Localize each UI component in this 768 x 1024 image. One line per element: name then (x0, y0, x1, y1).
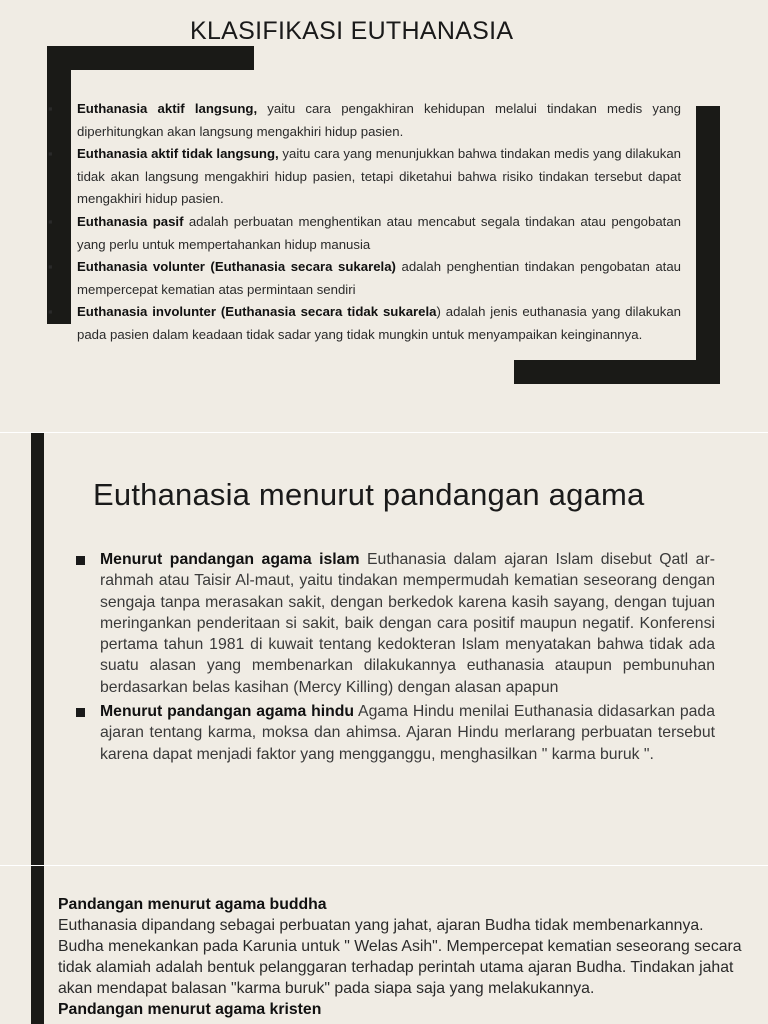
list-item (48, 301, 681, 346)
bullet-icon: ▪ (48, 259, 53, 275)
list-item (100, 701, 715, 765)
list-item-text: yaitu cara yang menunjukkan bahwa tindakan medis yang dilakukan tidak akan langsung mengakhiri hidup pasien, tetapi diketahui bahwa risiko tindakan tersebut dapat mengakhiri hidup pasien. (77, 146, 681, 207)
religion-view-list (100, 549, 715, 768)
bullet-icon: ▪ (48, 213, 53, 229)
next-section-heading: Pandangan menurut agama kristen (58, 1001, 322, 1018)
frame-bar-bottom-right-vertical (696, 106, 720, 384)
square-bullet-icon (76, 708, 85, 717)
frame-bar-top-left-vertical (47, 46, 71, 324)
bullet-icon: ▪ (48, 101, 53, 116)
classification-list (48, 98, 681, 347)
list-item-term: Euthanasia aktif langsung, (77, 101, 258, 116)
list-item-text: ) adalah jenis euthanasia yang dilakukan pada pasien dalam keadaan tidak sadar yang tidak mungkin untuk menyampaikan keinginannya. (77, 304, 681, 342)
frame-bar-bottom-right-horizontal (514, 360, 720, 384)
list-item-text: adalah perbuatan menghentikan atau mencabut segala tindakan atau pengobatan yang perlu untuk mempertahankan hidup manusia (77, 213, 681, 252)
slide-klasifikasi (0, 0, 768, 432)
list-item-term: Euthanasia involunter (Euthanasia secara tidak sukarela (77, 304, 437, 320)
list-item-term: Euthanasia volunter (Euthanasia secara sukarela) (77, 259, 396, 275)
list-item (48, 98, 681, 143)
accent-bar (31, 433, 44, 865)
list-item-text: yaitu cara pengakhiran kehidupan melalui tindakan medis yang diperhitungkan akan langsung mengakhiri hidup pasien. (77, 101, 681, 139)
accent-bar (31, 866, 44, 1024)
bullet-icon: ▪ (48, 304, 53, 320)
list-item-text: Agama Hindu menilai Euthanasia didasarkan pada ajaran tentang karma, moksa dan ahimsa. Ajaran Hindu merlarang perbuatan tersebut karena dapat menjadi faktor yang mengganggu, menghasilkan " karma buruk ". (100, 703, 715, 763)
slide3-body (58, 894, 748, 1020)
slide-pandangan-agama (0, 433, 768, 865)
list-item-term: Euthanasia aktif tidak langsung, (77, 146, 279, 162)
slide-pandangan-buddha (0, 866, 768, 1024)
list-item-text: Euthanasia dalam ajaran Islam disebut Qatl ar-rahmah atau Taisir Al-maut, yaitu tindakan mempermudah kematian seseorang dengan sengaja tanpa merasakan sakit, dengan berkedok karena kasih sayang, dengan tujuan meringankan penderitaan si sakit, baik dengan cara positif maupun negatif. Konferensi pertama tahun 1981 di kuwait tentang kedokteran Islam menyatakan bahwa tidak ada suatu alasan yang membenarkan dilakukannya euthanasia ataupun pembunuhan berdasarkan belas kasihan (Mercy Killing) dengan alasan apapun (100, 551, 715, 696)
list-item-text: adalah penghentian tindakan pengobatan atau mempercepat kematian atas permintaan sendiri (77, 259, 681, 297)
frame-bar-top-left-horizontal (47, 46, 254, 70)
list-item-term: Menurut pandangan agama hindu (100, 703, 355, 721)
list-item-term: Euthanasia pasif (77, 213, 184, 229)
list-item (100, 549, 715, 698)
section-text: Euthanasia dipandang sebagai perbuatan yang jahat, ajaran Budha tidak membenarkannya. Budha menekankan pada Karunia untuk " Welas Asih". Mempercepat kematian seseorang secara tidak alamiah adalah bentuk pelanggaran terhadap perintah utama ajaran Budha. Tindakan jahat akan mendapat balasan "karma buruk" pada siapa saja yang melakukannya. (58, 917, 742, 997)
square-bullet-icon (76, 556, 85, 565)
list-item (48, 143, 681, 211)
list-item (48, 256, 681, 301)
slide1-title: KLASIFIKASI EUTHANASIA (190, 17, 514, 45)
list-item-term: Menurut pandangan agama islam (100, 551, 360, 568)
slide2-title: Euthanasia menurut pandangan agama (93, 477, 645, 512)
list-item (48, 211, 681, 256)
section-heading: Pandangan menurut agama buddha (58, 896, 327, 913)
bullet-icon: ▪ (48, 146, 53, 162)
